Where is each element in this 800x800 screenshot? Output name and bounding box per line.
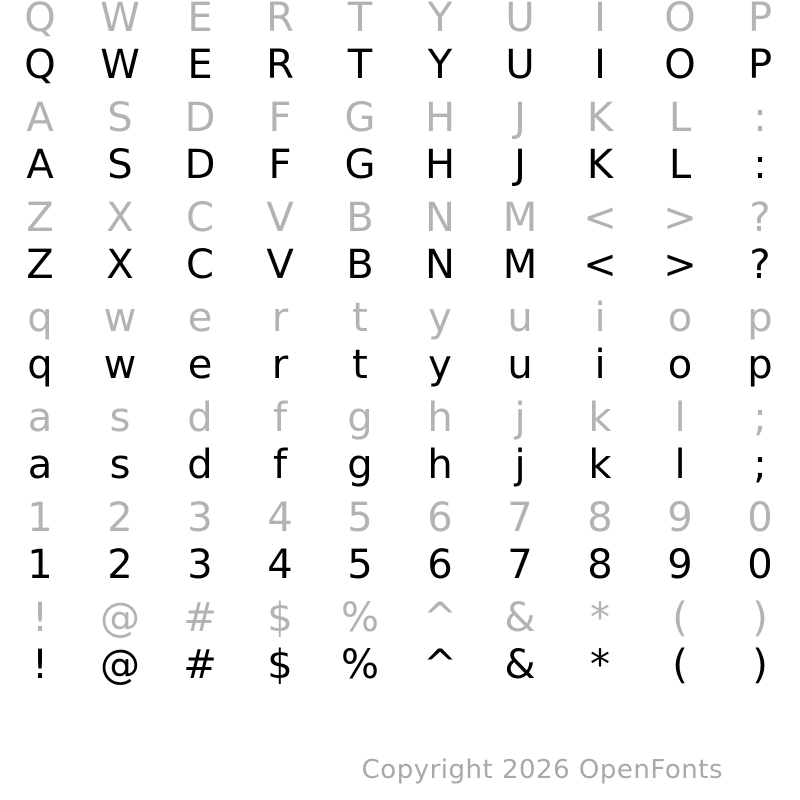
- glyph-cell: Y: [427, 0, 453, 41]
- glyph-cell: H: [424, 95, 456, 141]
- glyph-cell: !: [31, 595, 49, 641]
- glyph-cell: ?: [749, 195, 771, 241]
- glyph-cell: 0: [747, 542, 773, 588]
- glyph-cell: 6: [427, 495, 453, 541]
- glyph-cell: D: [184, 95, 216, 141]
- glyph-cell: (: [672, 595, 688, 641]
- glyph-cell: F: [268, 95, 292, 141]
- glyph-cell: g: [347, 442, 373, 488]
- glyph-cell: O: [664, 42, 696, 88]
- glyph-cell: h: [427, 442, 453, 488]
- glyph-cell: K: [586, 142, 614, 188]
- glyph-cell: r: [271, 295, 289, 341]
- lowercase-top-row-black: [0, 340, 800, 390]
- glyph-cell: 8: [587, 542, 613, 588]
- glyph-cell: y: [428, 295, 452, 341]
- glyph-cell: o: [667, 295, 693, 341]
- glyph-cell: ?: [749, 242, 771, 288]
- glyph-cell: Z: [26, 242, 54, 288]
- glyph-cell: t: [352, 295, 368, 341]
- glyph-cell: >: [663, 195, 697, 241]
- glyph-cell: P: [747, 42, 773, 88]
- glyph-cell: 4: [267, 495, 293, 541]
- glyph-cell: o: [667, 342, 693, 388]
- glyph-cell: A: [26, 95, 54, 141]
- glyph-cell: p: [747, 295, 773, 341]
- glyph-cell: 3: [187, 495, 213, 541]
- glyph-cell: q: [27, 295, 53, 341]
- glyph-cell: l: [674, 395, 686, 441]
- glyph-cell: k: [588, 442, 612, 488]
- glyph-cell: (: [672, 642, 688, 688]
- glyph-cell: I: [594, 42, 606, 88]
- glyph-cell: >: [663, 242, 697, 288]
- glyph-cell: 6: [427, 542, 453, 588]
- glyph-cell: W: [100, 0, 140, 41]
- lowercase-home-row-gray: [0, 393, 800, 443]
- glyph-cell: $: [267, 595, 293, 641]
- glyph-cell: Z: [26, 195, 54, 241]
- glyph-cell: O: [664, 0, 696, 41]
- glyph-cell: 2: [107, 495, 133, 541]
- glyph-cell: y: [428, 342, 452, 388]
- glyph-cell: T: [347, 0, 373, 41]
- glyph-cell: B: [346, 242, 374, 288]
- glyph-cell: H: [424, 142, 456, 188]
- glyph-cell: 9: [667, 495, 693, 541]
- glyph-cell: 1: [27, 542, 53, 588]
- digits-row-gray: [0, 493, 800, 543]
- glyph-cell: :: [753, 142, 767, 188]
- glyph-cell: <: [583, 242, 617, 288]
- glyph-cell: %: [340, 595, 379, 641]
- glyph-cell: !: [31, 642, 49, 688]
- glyph-cell: 9: [667, 542, 693, 588]
- glyph-cell: Y: [427, 42, 453, 88]
- symbols-row-gray: [0, 593, 800, 643]
- glyph-cell: q: [27, 342, 53, 388]
- glyph-cell: *: [590, 595, 610, 641]
- glyph-cell: h: [427, 395, 453, 441]
- glyph-cell: 3: [187, 542, 213, 588]
- glyph-cell: 4: [267, 542, 293, 588]
- copyright-watermark: Copyright 2026 OpenFonts: [361, 755, 723, 785]
- glyph-cell: A: [26, 142, 54, 188]
- glyph-cell: k: [588, 395, 612, 441]
- uppercase-top-row-gray: [0, 0, 800, 43]
- uppercase-bottom-row-black: [0, 240, 800, 290]
- glyph-cell: d: [187, 442, 213, 488]
- glyph-cell: L: [668, 142, 692, 188]
- glyph-cell: ;: [753, 395, 767, 441]
- digits-row-black: [0, 540, 800, 590]
- glyph-cell: <: [583, 195, 617, 241]
- symbols-row-black: [0, 640, 800, 690]
- glyph-cell: 0: [747, 495, 773, 541]
- glyph-cell: a: [27, 442, 53, 488]
- glyph-cell: E: [187, 42, 213, 88]
- glyph-cell: S: [107, 142, 133, 188]
- glyph-cell: K: [586, 95, 614, 141]
- glyph-cell: U: [505, 42, 535, 88]
- glyph-cell: i: [594, 342, 606, 388]
- glyph-cell: ): [752, 595, 768, 641]
- glyph-cell: 7: [507, 495, 533, 541]
- glyph-cell: 7: [507, 542, 533, 588]
- glyph-cell: $: [267, 642, 293, 688]
- glyph-cell: L: [668, 95, 692, 141]
- glyph-cell: 5: [347, 542, 373, 588]
- glyph-cell: p: [747, 342, 773, 388]
- glyph-cell: C: [186, 195, 214, 241]
- glyph-cell: j: [514, 395, 526, 441]
- glyph-cell: D: [184, 142, 216, 188]
- glyph-cell: l: [674, 442, 686, 488]
- glyph-cell: G: [344, 142, 376, 188]
- glyph-cell: f: [272, 442, 288, 488]
- glyph-cell: C: [186, 242, 214, 288]
- glyph-cell: s: [109, 442, 131, 488]
- uppercase-bottom-row-gray: [0, 193, 800, 243]
- glyph-cell: t: [352, 342, 368, 388]
- glyph-cell: 8: [587, 495, 613, 541]
- glyph-cell: @: [100, 642, 140, 688]
- glyph-cell: i: [594, 295, 606, 341]
- glyph-cell: u: [507, 295, 533, 341]
- glyph-cell: S: [107, 95, 133, 141]
- lowercase-home-row-black: [0, 440, 800, 490]
- glyph-cell: X: [106, 195, 134, 241]
- glyph-cell: ;: [753, 442, 767, 488]
- glyph-cell: B: [346, 195, 374, 241]
- glyph-cell: V: [266, 242, 294, 288]
- glyph-cell: R: [266, 0, 294, 41]
- glyph-cell: G: [344, 95, 376, 141]
- glyph-cell: I: [594, 0, 606, 41]
- glyph-cell: g: [347, 395, 373, 441]
- lowercase-top-row-gray: [0, 293, 800, 343]
- glyph-cell: E: [187, 0, 213, 41]
- glyph-cell: :: [753, 95, 767, 141]
- glyph-cell: @: [100, 595, 140, 641]
- glyph-cell: w: [103, 295, 137, 341]
- glyph-cell: 2: [107, 542, 133, 588]
- glyph-cell: ^: [423, 642, 457, 688]
- glyph-cell: a: [27, 395, 53, 441]
- glyph-cell: %: [340, 642, 379, 688]
- glyph-cell: d: [187, 395, 213, 441]
- uppercase-home-row-black: [0, 140, 800, 190]
- glyph-cell: J: [514, 142, 526, 188]
- glyph-cell: M: [502, 242, 538, 288]
- glyph-cell: 5: [347, 495, 373, 541]
- glyph-cell: e: [187, 342, 213, 388]
- glyph-cell: e: [187, 295, 213, 341]
- glyph-cell: M: [502, 195, 538, 241]
- glyph-cell: U: [505, 0, 535, 41]
- glyph-cell: w: [103, 342, 137, 388]
- glyph-cell: P: [747, 0, 773, 41]
- glyph-cell: #: [183, 595, 217, 641]
- glyph-cell: N: [425, 242, 455, 288]
- glyph-cell: s: [109, 395, 131, 441]
- glyph-cell: &: [504, 642, 536, 688]
- glyph-cell: T: [347, 42, 373, 88]
- glyph-cell: #: [183, 642, 217, 688]
- glyph-cell: V: [266, 195, 294, 241]
- glyph-cell: Q: [24, 0, 56, 41]
- glyph-cell: J: [514, 95, 526, 141]
- glyph-cell: N: [425, 195, 455, 241]
- glyph-cell: r: [271, 342, 289, 388]
- uppercase-home-row-gray: [0, 93, 800, 143]
- glyph-cell: u: [507, 342, 533, 388]
- glyph-cell: *: [590, 642, 610, 688]
- glyph-cell: F: [268, 142, 292, 188]
- uppercase-top-row-black: [0, 40, 800, 90]
- glyph-cell: Q: [24, 42, 56, 88]
- glyph-cell: j: [514, 442, 526, 488]
- glyph-cell: ^: [423, 595, 457, 641]
- glyph-cell: 1: [27, 495, 53, 541]
- glyph-cell: R: [266, 42, 294, 88]
- glyph-cell: X: [106, 242, 134, 288]
- glyph-cell: W: [100, 42, 140, 88]
- glyph-cell: ): [752, 642, 768, 688]
- glyph-cell: &: [504, 595, 536, 641]
- glyph-cell: f: [272, 395, 288, 441]
